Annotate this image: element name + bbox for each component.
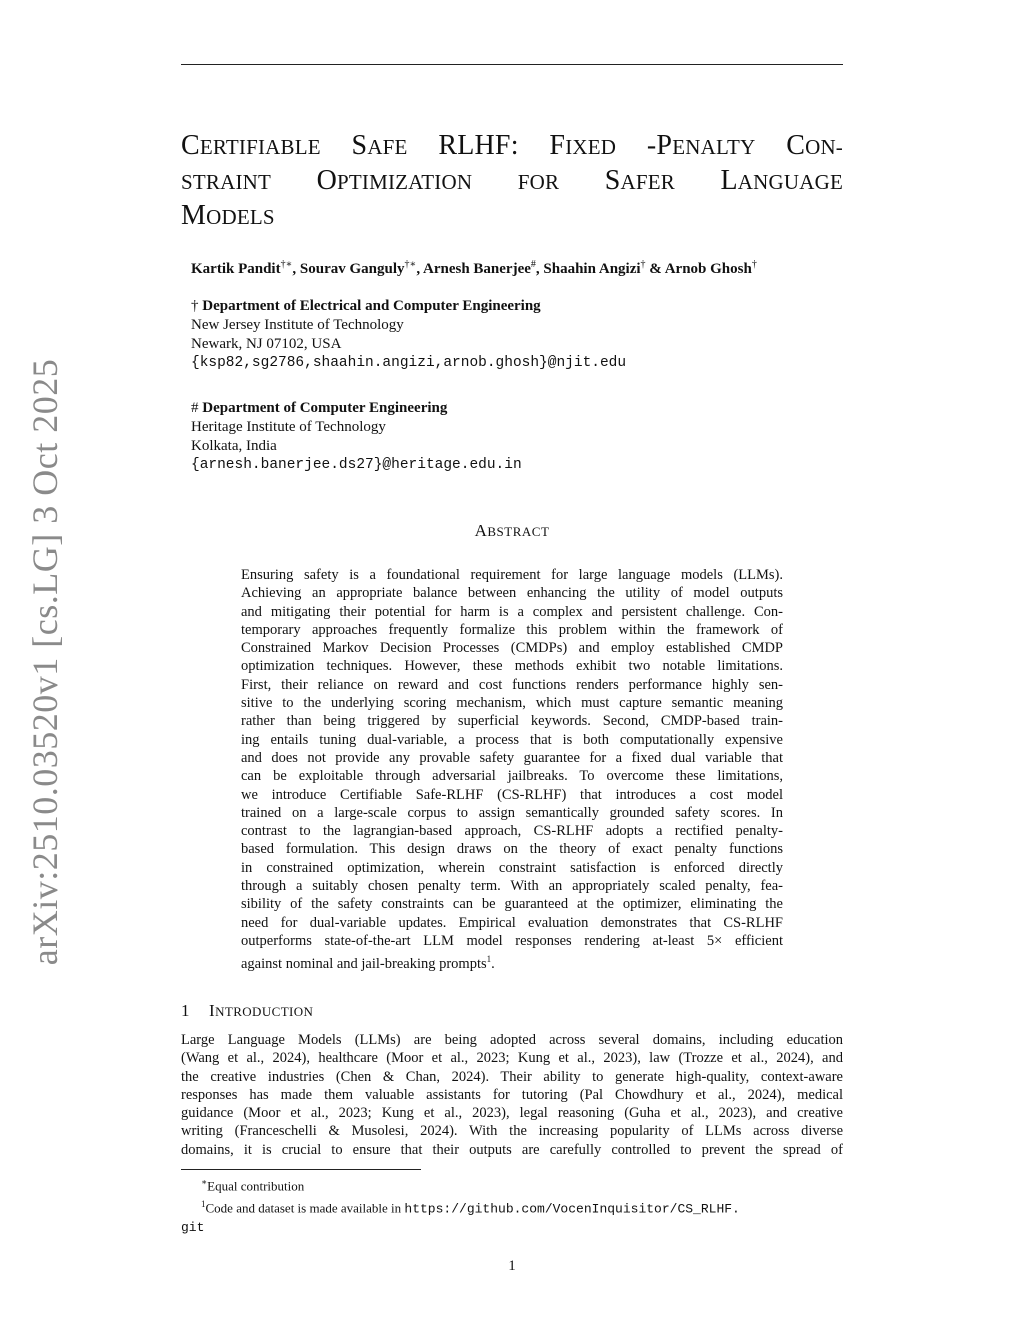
affiliation-heritage bbox=[191, 399, 522, 475]
author-name: Arnob Ghosh bbox=[664, 261, 752, 277]
affiliation-emails[interactable]: {arnesh.banerjee.ds27}@heritage.edu.in bbox=[191, 457, 522, 473]
author-name: Arnesh Banerjee bbox=[423, 261, 531, 277]
author-name: Kartik Pandit bbox=[191, 261, 281, 277]
title-word: MODELS bbox=[181, 200, 275, 231]
abstract-heading-initial: A bbox=[474, 521, 488, 540]
abstract-line: First, their reliance on reward and cost functions renders performance highly sen- bbox=[241, 676, 783, 693]
github-link[interactable]: https://github.com/VocenInquisitor/CS_RLHF. bbox=[404, 1201, 740, 1217]
footnote-ref-1[interactable]: 1 bbox=[486, 954, 492, 965]
abstract-line: optimization techniques. However, these methods exhibit two notable limitations. bbox=[241, 658, 783, 675]
section-number: 1 bbox=[181, 1001, 190, 1020]
footnotes bbox=[181, 1173, 843, 1237]
title-word: LANGUAGE bbox=[720, 165, 844, 196]
abstract-line: we introduce Certifiable Safe-RLHF (CS-RLHF) that introduces a cost model bbox=[241, 786, 783, 803]
title-word: STRAINT bbox=[181, 170, 272, 194]
author-name: Sourav Ganguly bbox=[299, 261, 405, 277]
affiliation-institution: New Jersey Institute of Technology bbox=[191, 317, 404, 333]
page-number: 1 bbox=[508, 1258, 516, 1274]
title-line-2 bbox=[181, 163, 843, 198]
abstract-heading-rest: BSTRACT bbox=[487, 524, 550, 539]
abstract-last-text: against nominal and jail-breaking prompts bbox=[241, 956, 487, 973]
title-word: RLHF: bbox=[438, 130, 519, 161]
footnote-mark: ∗ bbox=[201, 1177, 208, 1187]
abstract-period: . bbox=[491, 956, 495, 973]
affiliation-location: Kolkata, India bbox=[191, 438, 277, 454]
abstract-line: sitive to the underlying scoring mechanism, which must capture semantic meaning bbox=[241, 695, 783, 712]
introduction-line: guidance (Moor et al., 2023; Kung et al., 2023), legal reasoning (Guha et al., 2023), and creative bbox=[181, 1105, 843, 1122]
footnote-code-link bbox=[181, 1195, 843, 1218]
abstract-line: sibility of the safety constraints can be guaranteed at the optimizer, eliminating the bbox=[241, 896, 783, 913]
introduction-body bbox=[181, 1031, 843, 1159]
section-heading-rest: NTRODUCTION bbox=[215, 1004, 314, 1019]
abstract-line: in constrained optimization, wherein constraint satisfaction is enforced directly bbox=[241, 859, 783, 876]
author-affiliation-mark: †∗ bbox=[280, 259, 293, 270]
title-word: FIXED bbox=[549, 130, 617, 161]
abstract-line: based formulation. This design draws on the theory of exact penalty functions bbox=[241, 841, 783, 858]
introduction-line: domains, it is crucial to ensure that their outputs are carefully controlled to prevent the spread of bbox=[181, 1141, 843, 1158]
abstract-line: trained on a large-scale corpus to assign semantically grounded safety scores. In bbox=[241, 804, 783, 821]
abstract-line: and mitigating their potential for harm is a complex and persistent challenge. Con- bbox=[241, 603, 783, 620]
section-heading-initial: I bbox=[209, 1001, 216, 1020]
author-affiliation-mark: † bbox=[640, 259, 646, 270]
affiliation-symbol: # bbox=[191, 400, 199, 416]
footnote-text: Code and dataset is made available in bbox=[205, 1200, 405, 1216]
abstract-line: through a suitably chosen penalty term. With an appropriately scaled penalty, fea- bbox=[241, 878, 783, 895]
header-rule bbox=[181, 64, 843, 65]
title-word: CON- bbox=[786, 130, 844, 161]
title-word: SAFER bbox=[604, 165, 675, 196]
abstract-line: rather than being triggered by superficial keywords. Second, CMDP-based train- bbox=[241, 713, 783, 730]
title-word: FOR bbox=[517, 170, 560, 194]
abstract-line: need for dual-variable updates. Empirical evaluation demonstrates that CS-RLHF bbox=[241, 914, 783, 931]
arxiv-identifier[interactable]: arXiv:2510.03520v1 [cs.LG] 3 Oct 2025 bbox=[25, 358, 65, 966]
author-list: Kartik Pandit†∗, Sourav Ganguly†∗, Arnesh Banerjee#, Shaahin Angizi† & Arnob Ghosh† bbox=[191, 259, 757, 277]
abstract-line: contrast to the lagrangian-based approach, CS-RLHF adopts a rectified penalty- bbox=[241, 823, 783, 840]
abstract-line bbox=[241, 950, 783, 973]
affiliation-department: Department of Electrical and Computer Engineering bbox=[202, 298, 541, 314]
affiliation-department: Department of Computer Engineering bbox=[202, 400, 448, 416]
author-affiliation-mark: †∗ bbox=[404, 259, 417, 270]
section-heading-introduction bbox=[181, 1001, 313, 1021]
introduction-line: Large Language Models (LLMs) are being adopted across several domains, including education bbox=[181, 1032, 843, 1048]
introduction-line: the creative industries (Chen & Chan, 2024). Their ability to generate high-quality, context-aware bbox=[181, 1068, 843, 1085]
footnote-equal-contribution bbox=[181, 1173, 843, 1195]
author-name: Shaahin Angizi bbox=[543, 261, 641, 277]
abstract-line: Constrained Markov Decision Processes (CMDPs) and employ established CMDP bbox=[241, 640, 783, 657]
abstract-line: Ensuring safety is a foundational requirement for large language models (LLMs). bbox=[241, 567, 783, 583]
abstract-line: temporary approaches frequently formalize this problem within the framework of bbox=[241, 621, 783, 638]
introduction-line: writing (Franceschelli & Musolesi, 2024). With the increasing popularity of LLMs across diverse bbox=[181, 1123, 843, 1140]
abstract-line: ing entails tuning dual-variable, a process that is both computationally expensive bbox=[241, 731, 783, 748]
footnote-text: Equal contribution bbox=[207, 1178, 305, 1194]
author-affiliation-mark: † bbox=[751, 259, 757, 270]
paper-title bbox=[181, 128, 843, 233]
title-word: CERTIFIABLE bbox=[181, 130, 321, 161]
affiliation-emails[interactable]: {ksp82,sg2786,shaahin.angizi,arnob.ghosh}@njit.edu bbox=[191, 355, 627, 371]
affiliation-institution: Heritage Institute of Technology bbox=[191, 419, 386, 435]
introduction-line: responses has made them valuable assistants for tutoring (Pal Chowdhury et al., 2024), medical bbox=[181, 1086, 843, 1103]
title-line-1 bbox=[181, 128, 843, 163]
introduction-line: (Wang et al., 2024), healthcare (Moor et al., 2023; Kung et al., 2023), law (Trozze et al., 2024), and bbox=[181, 1050, 843, 1067]
abstract-line: and does not provide any provable safety guarantee for a fixed dual variable that bbox=[241, 749, 783, 766]
abstract-line: can be exploitable through adversarial jailbreaks. To overcome these limitations, bbox=[241, 768, 783, 785]
affiliation-symbol: † bbox=[191, 298, 199, 314]
title-word: SAFE bbox=[351, 130, 408, 161]
abstract-heading bbox=[0, 521, 1024, 541]
title-word: OPTIMIZATION bbox=[316, 165, 473, 196]
abstract-body bbox=[241, 566, 783, 973]
abstract-line: outperforms state-of-the-art LLM model responses rendering at-least 5× efficient bbox=[241, 932, 783, 949]
github-link-continuation[interactable]: git bbox=[181, 1219, 205, 1235]
affiliation-njit bbox=[191, 297, 626, 373]
footnote-rule bbox=[181, 1169, 421, 1170]
title-line-3 bbox=[181, 198, 843, 233]
footnote-mark: 1 bbox=[201, 1199, 206, 1210]
title-word: -PENALTY bbox=[646, 130, 756, 161]
author-affiliation-mark: # bbox=[530, 259, 536, 270]
abstract-line: Achieving an appropriate balance between enhancing the utility of model outputs bbox=[241, 585, 783, 602]
affiliation-location: Newark, NJ 07102, USA bbox=[191, 336, 342, 352]
